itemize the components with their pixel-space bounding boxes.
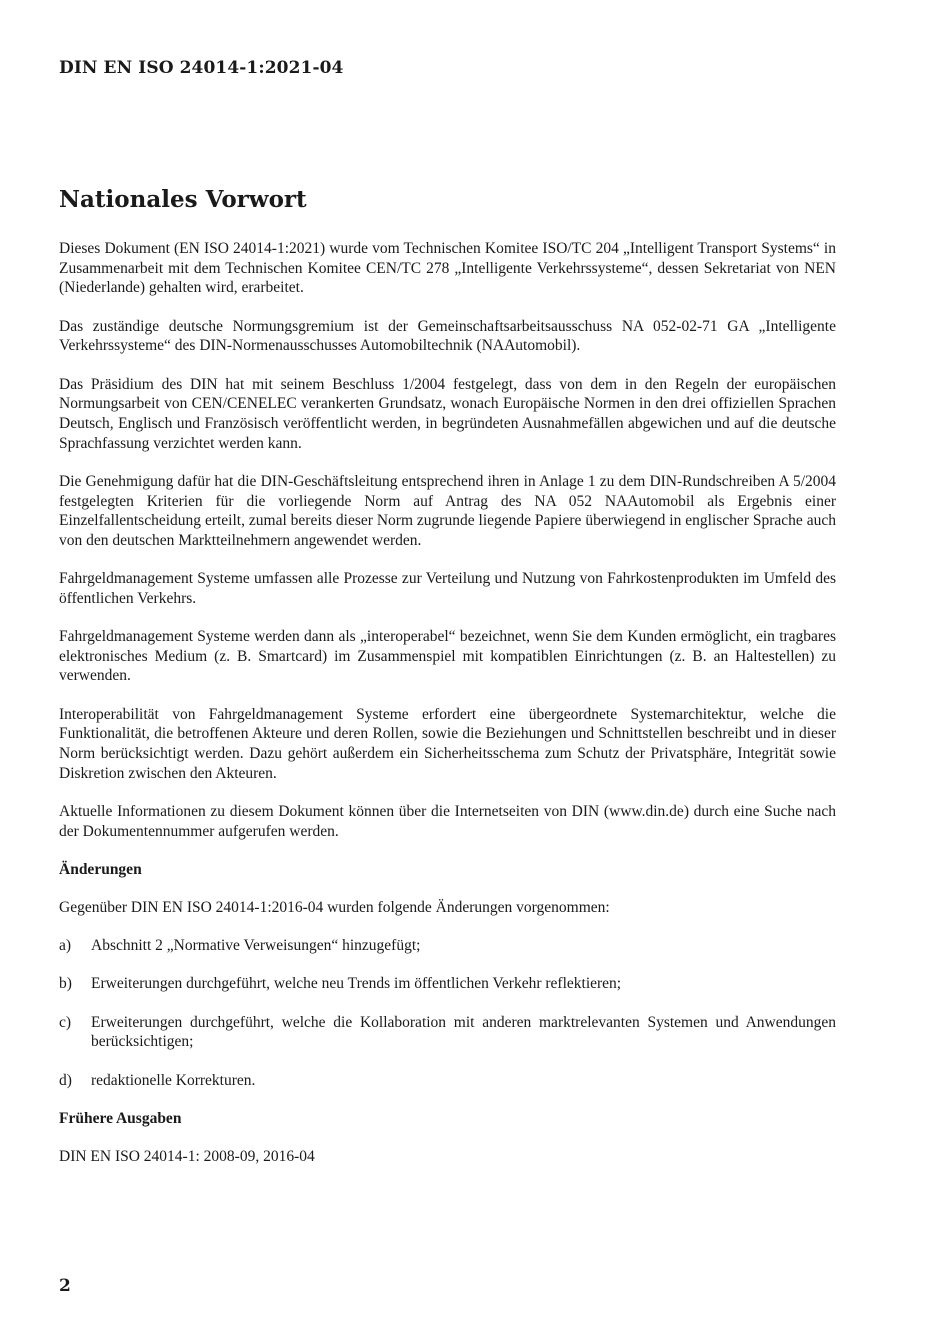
paragraph-origin: Dieses Dokument (EN ISO 24014-1:2021) wurde vom Technischen Komitee ISO/TC 204 „Intelligent Transport Systems“ in Zusammenarbeit mit dem Technischen Komitee CEN/TC 278 „Intelligente Verkehrssysteme“, dessen Sekretariat von NEN (Niederlande) gehalten wird, erarbeitet. <box>59 240 836 297</box>
paragraph-interoperable: Fahrgeldmanagement Systeme werden dann als „interoperabel“ bezeichnet, wenn Sie dem Kunden ermöglicht, ein tragbares elektronisches Medium (z. B. Smartcard) im Zusammenspiel mit kompatiblen Einrichtungen (z. B. an Haltestellen) zu verwenden. <box>59 628 836 685</box>
changes-intro: Gegenüber DIN EN ISO 24014-1:2016-04 wurden folgende Änderungen vorgenommen: <box>59 899 610 917</box>
list-item-label: b) <box>59 975 72 993</box>
list-item-text: Abschnitt 2 „Normative Verweisungen“ hinzugefügt; <box>91 937 421 955</box>
list-item-label: a) <box>59 937 72 955</box>
previous-editions-text: DIN EN ISO 24014-1: 2008-09, 2016-04 <box>59 1148 315 1165</box>
previous-editions-heading: Frühere Ausgaben <box>59 1109 182 1127</box>
paragraph-current-info: Aktuelle Informationen zu diesem Dokument können über die Internetseiten von DIN (www.din.de) durch eine Suche nach der Dokumentennummer aufgerufen werden. <box>59 802 836 840</box>
list-item <box>59 974 836 994</box>
paragraph-committee: Das zuständige deutsche Normungsgremium ist der Gemeinschaftsarbeitsausschuss NA 052-02-71 GA „Intelligente Verkehrssysteme“ des DIN-Normenausschusses Automobiltechnik (NAAutomobil). <box>59 317 836 355</box>
page-number: 2 <box>59 1276 71 1296</box>
list-item <box>59 1013 836 1052</box>
list-item-label: d) <box>59 1071 72 1089</box>
changes-heading: Änderungen <box>59 860 142 878</box>
list-item <box>59 1071 836 1091</box>
page-title: Nationales Vorwort <box>59 186 307 213</box>
list-item-text: Erweiterungen durchgeführt, welche neu Trends im öffentlichen Verkehr reflektieren; <box>91 975 622 993</box>
list-item-text: redaktionelle Korrekturen. <box>91 1071 256 1089</box>
document-header: DIN EN ISO 24014-1:2021-04 <box>59 58 344 78</box>
list-item-text: Erweiterungen durchgeführt, welche die Kollaboration mit anderen marktrelevanten Systemen und Anwendungen berücksichtigen; <box>91 1013 836 1051</box>
main-content <box>59 239 836 1185</box>
paragraph-presidium: Das Präsidium des DIN hat mit seinem Beschluss 1/2004 festgelegt, dass von dem in den Regeln der europäischen Normungsarbeit von CEN/CENELEC verankerten Grundsatz, wonach Europäische Normen in den drei offiziellen Sprachen Deutsch, Englisch und Französisch veröffentlicht werden, in begründeten Ausnahmefällen abgewichen und auf die deutsche Sprachfassung verzichtet werden kann. <box>59 375 836 452</box>
paragraph-approval: Die Genehmigung dafür hat die DIN-Geschäftsleitung entsprechend ihren in Anlage 1 zu dem DIN-Rundschreiben A 5/2004 festgelegten Kriterien für die vorliegende Norm auf Antrag des NA 052 NAAutomobil als Ergebnis einer Einzelfallentscheidung erteilt, zumal bereits dieser Norm zugrunde liegende Papiere überwiegend in englischer Sprache auch von den deutschen Marktteilnehmern angewendet werden. <box>59 472 836 549</box>
list-item <box>59 936 836 956</box>
paragraph-systems-scope: Fahrgeldmanagement Systeme umfassen alle Prozesse zur Verteilung und Nutzung von Fahrkostenprodukten im Umfeld des öffentlichen Verkehrs. <box>59 570 836 607</box>
paragraph-interoperability: Interoperabilität von Fahrgeldmanagement Systeme erfordert eine übergeordnete Systemarchitektur, welche die Funktionalität, die betroffenen Akteure und deren Rollen, sowie die Beziehungen und Schnittstellen beschreibt und in dieser Norm berücksichtigt werden. Dazu gehört außerdem ein Sicherheitsschema zum Schutz der Privatsphäre, Integrität sowie Diskretion zwischen den Akteuren. <box>59 705 836 782</box>
list-item-label: c) <box>59 1013 72 1031</box>
